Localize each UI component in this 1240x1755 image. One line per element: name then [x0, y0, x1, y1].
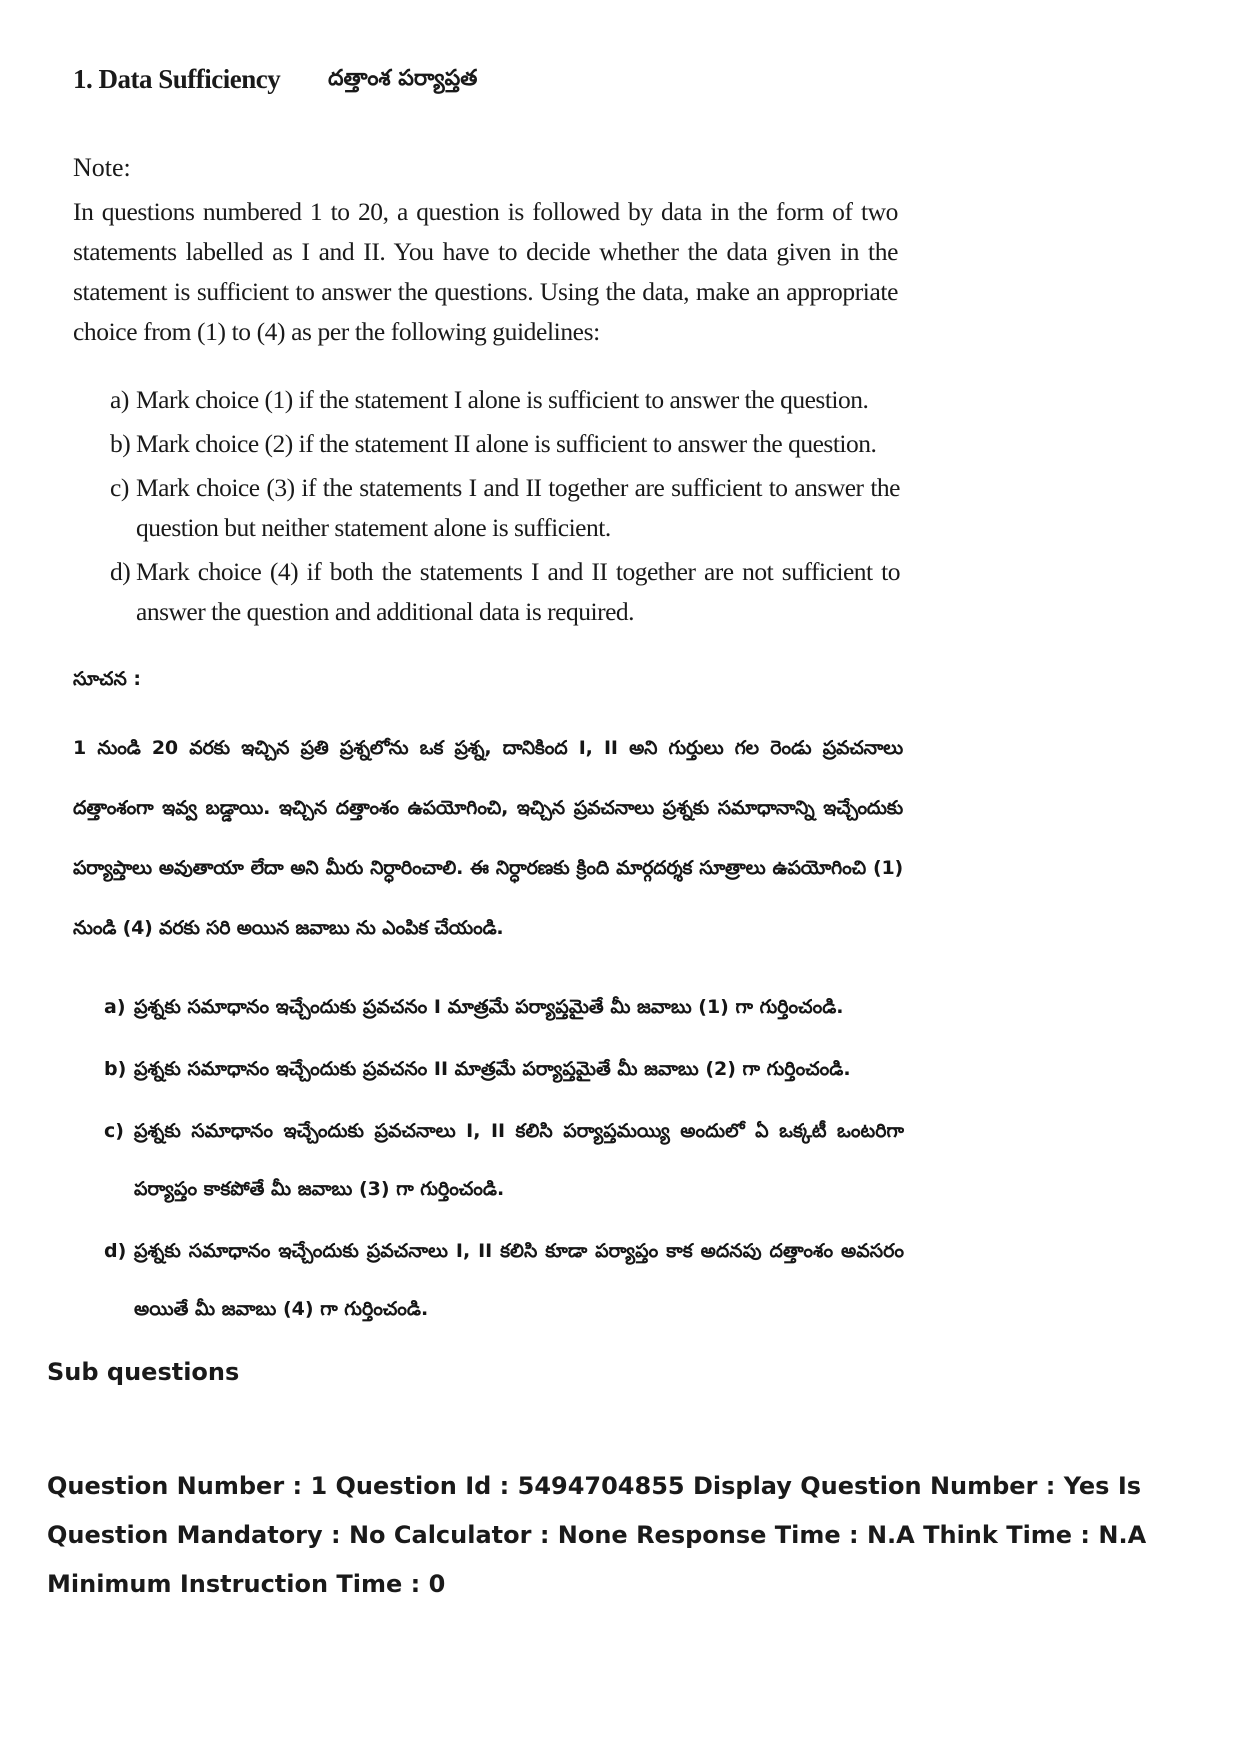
note-label-telugu: సూచన :	[73, 668, 142, 690]
sub-questions-heading: Sub questions	[47, 1358, 240, 1386]
guideline-item-telugu-d	[104, 1222, 904, 1338]
guideline-marker: a)	[110, 385, 129, 414]
guideline-marker: d)	[104, 1240, 127, 1262]
guideline-text: ప్రశ్నకు సమాధానం ఇచ్చేందుకు ప్రవచనాలు I, II కలిసి పర్యాప్తమయ్యి అందులో ఏ ఒక్కటీ ఒంటరిగా పర్యాప్తం కాకపోతే మీ జవాబు (3) గా గుర్తించండి.	[134, 1120, 904, 1200]
guideline-item-telugu-c	[104, 1102, 904, 1218]
guideline-marker: d)	[110, 557, 131, 586]
question-metadata: Question Number : 1 Question Id : 5494704855 Display Question Number : Yes Is Question Mandatory : No Calculator : None Response Time : N.A Think Time : N.A Minimum Instruction Time : 0	[47, 1472, 1147, 1598]
guideline-item-d	[110, 552, 900, 632]
guideline-item-b	[110, 424, 900, 464]
guideline-item-telugu-a	[104, 978, 904, 1036]
note-paragraph-telugu: 1 నుండి 20 వరకు ఇచ్చిన ప్రతి ప్రశ్నలోను ఒక ప్రశ్న, దానికింద I, II అని గుర్తులు గల రెండు ప్రవచనాలు దత్తాంశంగా ఇవ్వ బడ్డాయి. ఇచ్చిన దత్తాంశం ఉపయోగించి, ఇచ్చిన ప్రవచనాలు ప్రశ్నకు సమాధానాన్ని ఇచ్చేందుకు పర్యాప్తాలు అవుతాయా లేదా అని మీరు నిర్ధారించాలి. ఈ నిర్ధారణకు క్రింది మార్గదర్శక సూత్రాలు ఉపయోగించి (1) నుండి (4) వరకు సరి అయిన జవాబు ను ఎంపిక చేయండి.	[73, 737, 903, 939]
guideline-text: ప్రశ్నకు సమాధానం ఇచ్చేందుకు ప్రవచనం I మాత్రమే పర్యాప్తమైతే మీ జవాబు (1) గా గుర్తించండి.	[134, 996, 844, 1018]
guideline-text: Mark choice (1) if the statement I alone is sufficient to answer the question.	[136, 385, 869, 414]
guideline-item-c	[110, 468, 900, 548]
section-title-telugu: దత్తాంశ పర్యాప్తత	[328, 66, 478, 91]
section-title-english: 1. Data Sufficiency	[73, 64, 281, 94]
guideline-marker: a)	[104, 996, 126, 1018]
guideline-marker: b)	[110, 429, 131, 458]
guideline-list-english	[110, 380, 900, 636]
guideline-item-telugu-b	[104, 1040, 904, 1098]
guideline-text: ప్రశ్నకు సమాధానం ఇచ్చేందుకు ప్రవచనం II మాత్రమే పర్యాప్తమైతే మీ జవాబు (2) గా గుర్తించండి.	[134, 1058, 851, 1080]
guideline-text: ప్రశ్నకు సమాధానం ఇచ్చేందుకు ప్రవచనాలు I, II కలిసి కూడా పర్యాప్తం కాక అదనపు దత్తాంశం అవసరం అయితే మీ జవాబు (4) గా గుర్తించండి.	[134, 1240, 904, 1320]
guideline-text: Mark choice (2) if the statement II alone is sufficient to answer the question.	[136, 429, 877, 458]
guideline-text: Mark choice (3) if the statements I and II together are sufficient to answer the question but neither statement alone is sufficient.	[136, 473, 900, 542]
guideline-list-telugu	[104, 978, 904, 1342]
note-paragraph-english: In questions numbered 1 to 20, a question is followed by data in the form of two statements labelled as I and II. You have to decide whether the data given in the statement is sufficient to answer the questions. Using the data, make an appropriate choice from (1) to (4) as per the following guidelines:	[73, 197, 898, 346]
guideline-item-a	[110, 380, 900, 420]
guideline-marker: c)	[110, 473, 129, 502]
section-heading	[73, 64, 873, 104]
guideline-marker: c)	[104, 1120, 124, 1142]
guideline-marker: b)	[104, 1058, 127, 1080]
note-label: Note:	[73, 153, 131, 182]
guideline-text: Mark choice (4) if both the statements I and II together are not sufficient to answer the question and additional data is required.	[136, 557, 900, 626]
